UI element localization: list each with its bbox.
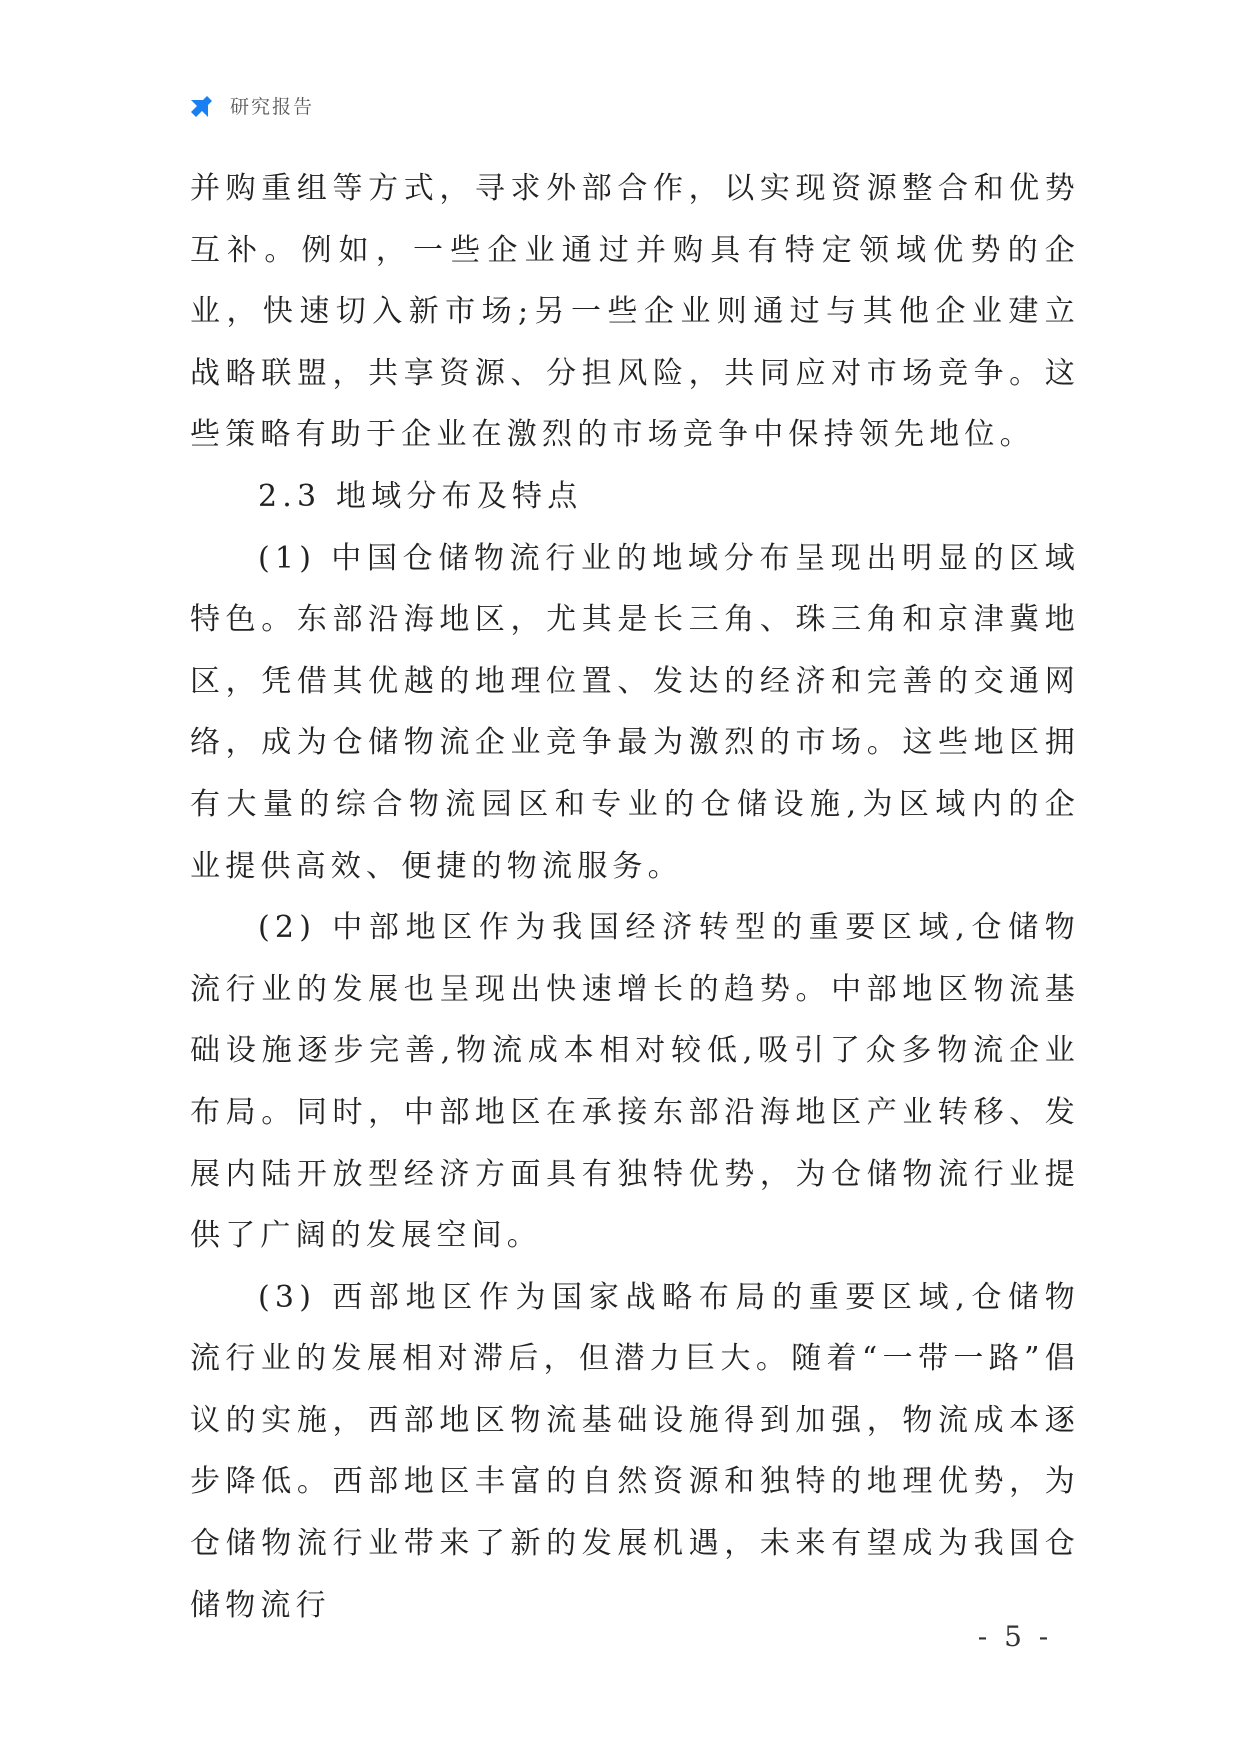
- page-header: [188, 88, 314, 122]
- section-heading: 2.3 地域分布及特点: [258, 478, 583, 514]
- page-number: - 5 -: [977, 1620, 1053, 1653]
- paragraph-continued: 并购重组等方式，寻求外部合作，以实现资源整合和优势互补。例如，一些企业通过并购具有特定领域优势的企业，快速切入新市场;另一些企业则通过与其他企业建立战略联盟，共享资源、分担风险，共同应对市场竞争。这些策略有助于企业在激烈的市场竞争中保持领先地位。: [190, 171, 1080, 453]
- paragraph-1: (1) 中国仓储物流行业的地域分布呈现出明显的区域特色。东部沿海地区，尤其是长三角、珠三角和京津冀地区，凭借其优越的地理位置、发达的经济和完善的交通网络，成为仓储物流企业竞争最为激烈的市场。这些地区拥有大量的综合物流园区和专业的仓储设施,为区域内的企业提供高效、便捷的物流服务。: [190, 540, 1080, 884]
- report-label: 研究报告: [230, 95, 315, 118]
- paragraph-2: (2) 中部地区作为我国经济转型的重要区域,仓储物流行业的发展也呈现出快速增长的趋势。中部地区物流基础设施逐步完善,物流成本相对较低,吸引了众多物流企业布局。同时，中部地区在承接东部沿海地区产业转移、发展内陆开放型经济方面具有独特优势，为仓储物流行业提供了广阔的发展空间。: [190, 910, 1080, 1254]
- paragraph-3: (3) 西部地区作为国家战略布局的重要区域,仓储物流行业的发展相对滞后，但潜力巨大。随着“一带一路”倡议的实施，西部地区物流基础设施得到加强，物流成本逐步降低。西部地区丰富的自然资源和独特的地理优势，为仓储物流行业带来了新的发展机遇，未来有望成为我国仓储物流行: [190, 1279, 1080, 1623]
- document-body: [190, 158, 1080, 1636]
- arrow-up-right-icon: [188, 90, 218, 120]
